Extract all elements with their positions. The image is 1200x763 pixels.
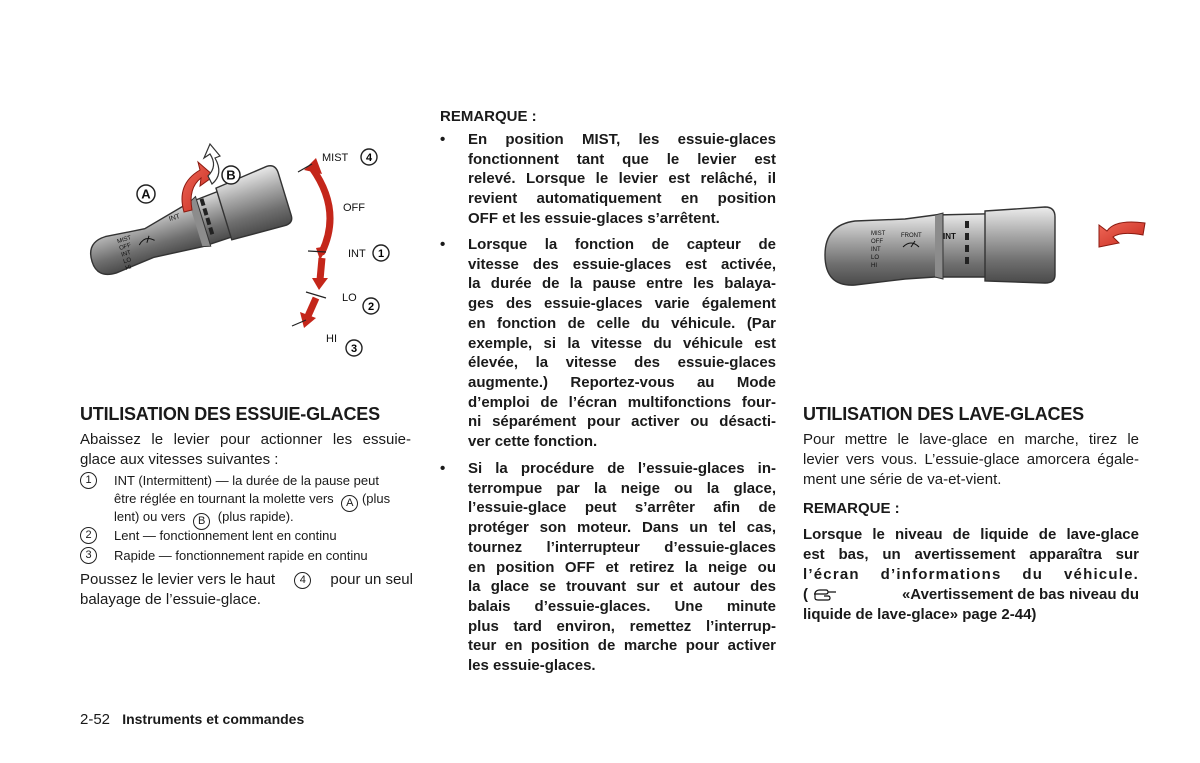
lever-label-lo: LO bbox=[871, 255, 880, 261]
bullet-icon: • bbox=[440, 131, 446, 148]
speed-item-text: (plus rapide). bbox=[217, 509, 294, 524]
bullet-line: d’emploi de l’écran multifonctions four- bbox=[468, 393, 776, 411]
svg-text:1: 1 bbox=[377, 248, 385, 260]
label-int: INT bbox=[348, 248, 366, 260]
speed-item-text: (plus bbox=[361, 491, 391, 506]
remark-bullet-2 bbox=[440, 235, 776, 455]
wiper-intro-line: Abaissez le levier pour actionner les essuie- bbox=[80, 431, 411, 448]
wiper-outro-text: Poussez le levier vers le haut bbox=[80, 571, 276, 588]
washer-remark-line: est bas, un avertissement apparaîtra sur bbox=[803, 546, 1139, 563]
wiper-outro-text: balayage de l’essuie-glace. bbox=[80, 591, 261, 608]
bullet-line: terrompue par la neige ou la glace, bbox=[468, 479, 776, 497]
number-badge-4 bbox=[361, 149, 377, 165]
badge-b: B bbox=[193, 513, 210, 530]
label-lo: LO bbox=[342, 292, 357, 304]
lo-arrow-head-icon bbox=[312, 278, 328, 290]
bullet-line: la glace se trouvant sur et autour des bbox=[468, 578, 776, 596]
wiper-outro-text: pour un seul bbox=[330, 571, 413, 588]
bullet-line: Lorsque la fonction de capteur de bbox=[468, 236, 776, 253]
badge-a: A bbox=[341, 495, 358, 512]
lever-label-hi: HI bbox=[871, 263, 877, 269]
bullet-line: vitesse des essuie-glaces est activée, bbox=[468, 255, 776, 273]
hi-arrow bbox=[308, 298, 316, 316]
bullet-line: les essuie-glaces. bbox=[468, 657, 596, 675]
lever-label-hi: HI bbox=[124, 264, 133, 272]
bullet-line: plus tard environ, remettez l’interrup- bbox=[468, 617, 776, 635]
label-mist: MIST bbox=[322, 152, 349, 164]
svg-text:A: A bbox=[141, 186, 151, 202]
remark-heading: REMARQUE : bbox=[803, 500, 900, 517]
label-hi: HI bbox=[326, 333, 337, 345]
footer-section-title: Instruments et commandes bbox=[122, 711, 305, 727]
washer-lever bbox=[825, 207, 1055, 285]
bullet-line: relevé. Lorsque le levier est relâché, il bbox=[468, 170, 776, 188]
lever-label-int-ring: INT bbox=[168, 213, 181, 224]
bullet-line: élevée, la vitesse des essuie-glaces bbox=[468, 354, 776, 372]
arc-up-arrow-icon bbox=[304, 158, 322, 174]
bullet-line: la durée de la pause entre les balaya- bbox=[468, 275, 776, 293]
lever-label-off: OFF bbox=[871, 239, 883, 245]
bullet-line: fonctionnent tant que le levier est bbox=[468, 150, 776, 168]
bullet-line: augmente.) Reportez-vous au Mode bbox=[468, 373, 776, 391]
wiper-lever-illustration bbox=[80, 140, 420, 370]
bullet-line: ges des essuie-glaces varie également bbox=[468, 295, 776, 313]
remark-heading: REMARQUE : bbox=[440, 108, 537, 125]
washer-intro bbox=[803, 430, 1139, 490]
wiper-outro bbox=[80, 570, 413, 610]
speed-item-text: Rapide — fonctionnement rapide en continu bbox=[114, 548, 368, 563]
washer-intro-line: Pour mettre le lave-glace en marche, tirez le bbox=[803, 431, 1139, 448]
bullet-line: balais d’essuie-glaces. Une minute bbox=[468, 597, 776, 615]
bullet-line: tournez l’interrupteur d’essuie-glaces bbox=[468, 538, 776, 556]
bullet-icon: • bbox=[440, 460, 446, 477]
svg-text:4: 4 bbox=[365, 152, 373, 164]
section-heading-washers: UTILISATION DES LAVE-GLACES bbox=[803, 404, 1084, 424]
ref-paren: ( bbox=[803, 586, 808, 603]
svg-text:2: 2 bbox=[367, 301, 375, 313]
label-off: OFF bbox=[343, 202, 365, 214]
bullet-line: revient automatiquement en position bbox=[468, 190, 776, 208]
speed-item-text: être réglée en tournant la molette vers bbox=[114, 491, 334, 506]
badge-a bbox=[137, 185, 155, 203]
lever-label-front: FRONT bbox=[901, 233, 922, 239]
lever-label-off: OFF bbox=[118, 242, 132, 252]
number-badge-2 bbox=[363, 298, 379, 314]
washer-lever-illustration bbox=[815, 195, 1155, 295]
bullet-line: en fonction de celle du véhicule. (Par bbox=[468, 314, 776, 332]
lever-label-int-ring: INT bbox=[943, 232, 956, 241]
bullet-line: ni séparément pour activer ou désacti- bbox=[468, 413, 776, 431]
pull-arrow-icon bbox=[1099, 222, 1145, 247]
speed-item-text: Lent — fonctionnement lent en continu bbox=[114, 528, 337, 543]
washer-remark bbox=[803, 525, 1139, 625]
bullet-line: exemple, si la vitesse du véhicule est bbox=[468, 334, 776, 352]
ref-text-line2: liquide de lave-glace» page 2-44) bbox=[803, 606, 1037, 623]
page-footer bbox=[80, 711, 304, 728]
section-heading-wipers: UTILISATION DES ESSUIE-GLACES bbox=[80, 404, 380, 424]
page-number: 2-52 bbox=[80, 711, 111, 728]
number-badge-3 bbox=[346, 340, 362, 356]
position-arc bbox=[312, 168, 330, 252]
svg-text:B: B bbox=[226, 167, 236, 183]
remark-bullet-3 bbox=[440, 459, 776, 679]
arc-down-arrow-icon bbox=[316, 246, 328, 260]
bullet-line: en position OFF et retirez la neige ou bbox=[468, 558, 776, 576]
bullet-line: OFF et les essuie-glaces s’arrêtent. bbox=[468, 209, 720, 227]
washer-intro-line: levier vers vous. L’essuie-glace amorcera égale- bbox=[803, 451, 1139, 468]
svg-text:3: 3 bbox=[350, 343, 358, 355]
bullet-line: protéger son moteur. Dans un tel cas, bbox=[468, 519, 776, 537]
number-badge-4: 4 bbox=[294, 572, 311, 589]
washer-intro-line: ment une série de va-et-vient. bbox=[803, 471, 1002, 488]
lever-label-mist: MIST bbox=[871, 231, 886, 237]
number-badge-1 bbox=[373, 245, 389, 261]
bullet-line: En position MIST, les essuie-glaces bbox=[468, 131, 776, 148]
wiper-intro-line: glace aux vitesses suivantes : bbox=[80, 451, 279, 468]
remark-bullet-1 bbox=[440, 130, 776, 230]
bullet-line: ver cette fonction. bbox=[468, 433, 598, 451]
washer-remark-line: Lorsque le niveau de liquide de lave-glace bbox=[803, 526, 1139, 543]
wiper-intro bbox=[80, 430, 411, 470]
lever-label-lo: LO bbox=[122, 257, 133, 266]
badge-b bbox=[222, 166, 240, 184]
ref-text: «Avertissement de bas niveau du bbox=[901, 586, 1139, 603]
lever-label-mist: MIST bbox=[116, 235, 133, 246]
bullet-line: teur en position de marche pour activer bbox=[468, 637, 776, 655]
lo-arrow bbox=[320, 258, 322, 280]
lever-label-int: INT bbox=[871, 247, 881, 253]
number-badge-3: 3 bbox=[80, 547, 97, 564]
bullet-line: l’essuie-glace peut s’arrêter afin de bbox=[468, 499, 776, 517]
bullet-line: Si la procédure de l’essuie-glaces in- bbox=[468, 460, 776, 477]
number-badge-2: 2 bbox=[80, 527, 97, 544]
number-badge-1: 1 bbox=[80, 472, 97, 489]
speed-item-text: INT (Intermittent) — la durée de la pause peut bbox=[114, 473, 379, 488]
bullet-icon: • bbox=[440, 236, 446, 253]
lever-label-int: INT bbox=[120, 249, 132, 259]
pointing-hand-icon bbox=[812, 588, 838, 602]
washer-remark-line: l’écran d’informations du véhicule. bbox=[803, 566, 1139, 583]
speed-item-text: lent) ou vers bbox=[114, 509, 186, 524]
